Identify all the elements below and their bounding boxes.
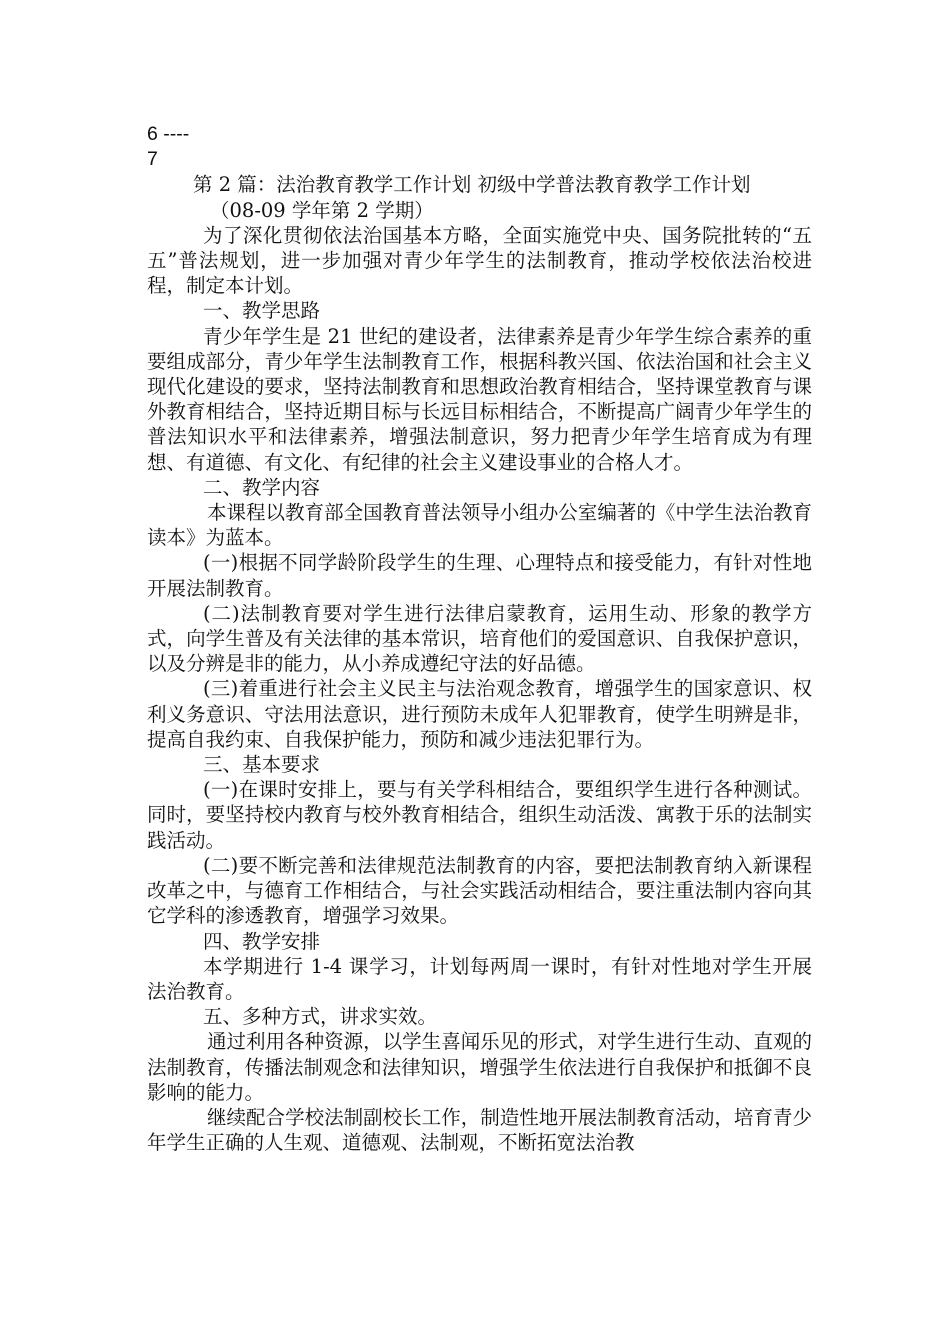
section-2-paragraph: 本课程以教育部全国教育普法领导小组办公室编著的《中学生法治教育读本》为蓝本。 — [147, 501, 812, 550]
document-body — [147, 122, 812, 1155]
section-heading-2: 二、教学内容 — [203, 475, 321, 499]
section-2-item-3: (三)着重进行社会主义民主与法治观念教育，增强学生的国家意识、权利义务意识、守法用法意识，进行预防未成年人犯罪教育，使学生明辨是非，提高自我约束、自我保护能力，预防和减少违法犯罪行为。 — [147, 677, 812, 751]
section-heading-4: 四、教学安排 — [203, 929, 321, 953]
document-title: 第 2 篇：法治教育教学工作计划 初级中学普法教育教学工作计划 — [193, 173, 751, 197]
section-2-item-1: (一)根据不同学龄阶段学生的生理、心理特点和接受能力，有针对性地开展法制教育。 — [147, 551, 812, 600]
term-note: （08-09 学年第 2 学期） — [210, 198, 434, 222]
page-number: 7 — [147, 148, 158, 171]
page-number-fragment: 6 ---- — [147, 123, 190, 145]
section-heading-3: 三、基本要求 — [203, 753, 321, 777]
section-heading-5: 五、多种方式，讲求实效。 — [203, 1005, 438, 1029]
section-5-paragraph-1: 通过利用各种资源，以学生喜闻乐见的形式，对学生进行生动、直观的法制教育，传播法制观念和法律知识，增强学生依法进行自我保护和抵御不良影响的能力。 — [147, 1030, 812, 1104]
intro-paragraph: 为了深化贯彻依法治国基本方略，全面实施党中央、国务院批转的“五五”普法规划，进一步加强对青少年学生的法制教育，推动学校依法治校进程，制定本计划。 — [147, 223, 812, 298]
section-heading-1: 一、教学思路 — [203, 299, 321, 323]
section-4-paragraph: 本学期进行 1-4 课学习，计划每两周一课时，有针对性地对学生开展法治教育。 — [147, 954, 812, 1003]
section-1-paragraph: 青少年学生是 21 世纪的建设者，法律素养是青少年学生综合素养的重要组成部分，青少年学生法制教育工作，根据科教兴国、依法治国和社会主义现代化建设的要求，坚持法制教育和思想政治教育相结合，坚持课堂教育与课外教育相结合，坚持近期目标与长远目标相结合，不断提高广阔青少年学生的普法知识水平和法律素养，增强法制意识，努力把青少年学生培育成为有理想、有道德、有文化、有纪律的社会主义建设事业的合格人才。 — [147, 324, 812, 474]
section-2-item-2: (二)法制教育要对学生进行法律启蒙教育，运用生动、形象的教学方式，向学生普及有关法律的基本常识，培育他们的爱国意识、自我保护意识，以及分辨是非的能力，从小养成遵纪守法的好品德。 — [147, 601, 812, 676]
section-3-item-1: (一)在课时安排上，要与有关学科相结合，要组织学生进行各种测试。同时，要坚持校内教育与校外教育相结合，组织生动活泼、寓教于乐的法制实践活动。 — [147, 778, 812, 852]
section-3-item-2: (二)要不断完善和法律规范法制教育的内容，要把法制教育纳入新课程改革之中，与德育工作相结合，与社会实践活动相结合，要注重法制内容向其它学科的渗透教育，增强学习效果。 — [147, 853, 812, 928]
section-5-paragraph-2: 继续配合学校法制副校长工作，制造性地开展法制教育活动，培育青少年学生正确的人生观、道德观、法制观，不断拓宽法治教 — [147, 1105, 812, 1155]
